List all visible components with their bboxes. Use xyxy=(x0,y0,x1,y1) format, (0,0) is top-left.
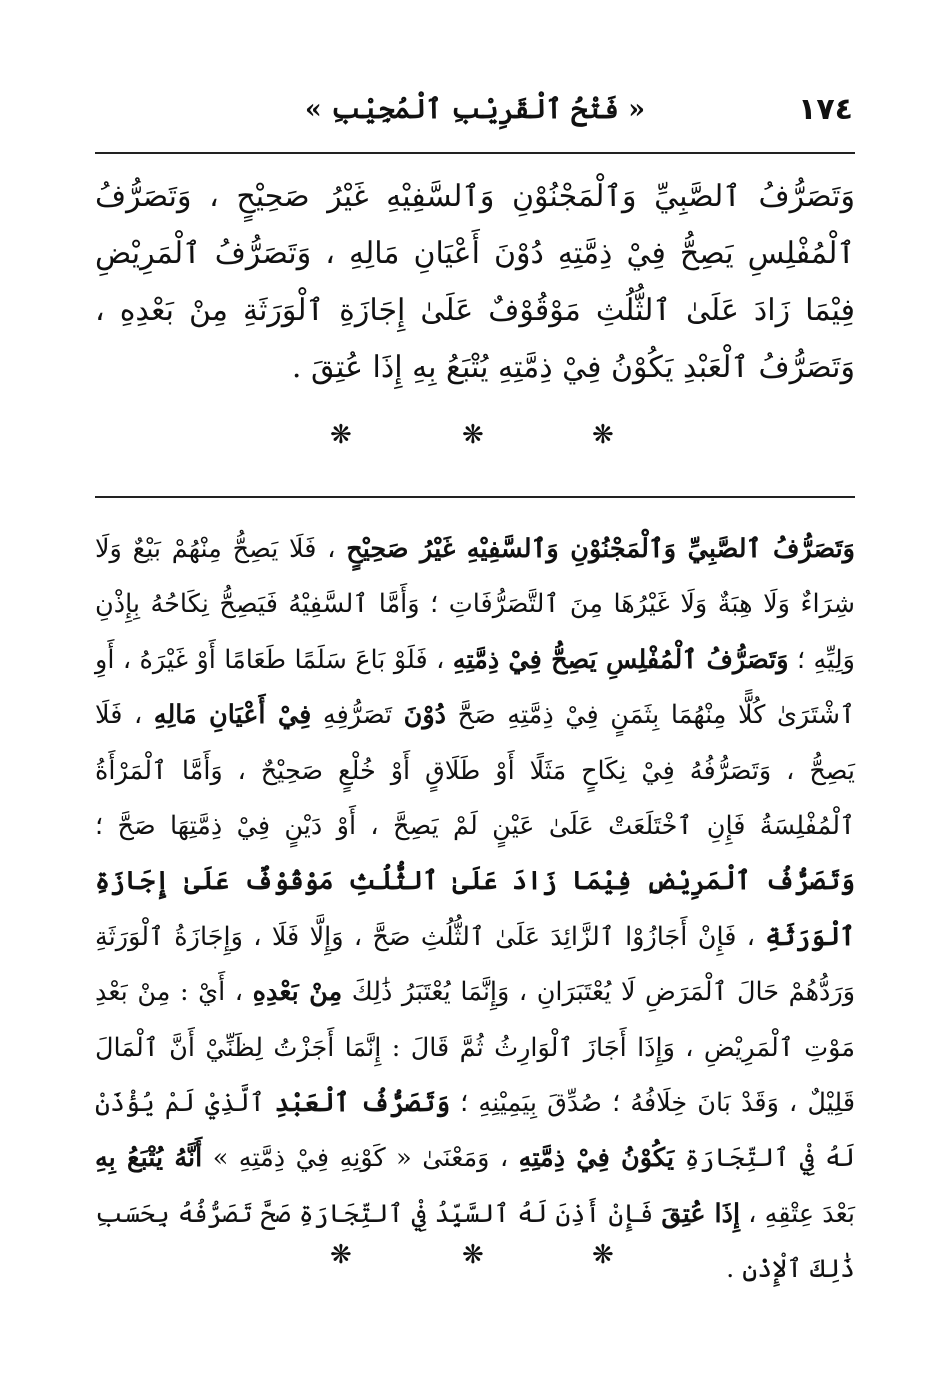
commentary-rule xyxy=(95,496,855,498)
separator-star-icon: ❋ xyxy=(462,1240,484,1270)
quoted-matn: وَتَصَرُّفُ ٱلْعَبْدِ xyxy=(274,1088,451,1119)
matn-text: وَتَصَرُّفُ ٱلصَّبِيِّ وَٱلْمَجْنُوْنِ وَٱلسَّفِيْهِ غَيْرُ صَحِيْحٍ ، وَتَصَرُّفُ ٱلْمُفْلِسِ يَصِحُّ فِيْ ذِمَّتِهِ دُوْنَ أَعْيَانِ مَالِهِ ، وَتَصَرُّفُ ٱلْمَرِيْضِ فِيْمَا زَادَ عَلَىٰ ٱلثُّلُثِ مَوْقُوْفٌ عَلَىٰ إِجَازَةِ ٱلْوَرَثَةِ مِنْ بَعْدِهِ ، وَتَصَرُّفُ ٱلْعَبْدِ يَكُوْنُ فِيْ ذِمَّتِهِ يُتْبَعُ بِهِ إِذَا عُتِقَ . xyxy=(95,179,855,385)
commentary-text: ، فَلَوْ بَاعَ سَلَمًا طَعَامًا أَوْ غَيْرَهُ ، أَوِ ٱشْتَرَىٰ كُلًّا مِنْهُمَا بِثَمَنٍ فِيْ ذِمَّتِهِ صَحَّ xyxy=(95,644,855,731)
section-separator xyxy=(0,420,950,456)
quoted-matn: أَنَّهُ يُتْبَعُ بِهِ xyxy=(95,1143,203,1174)
commentary-text: فَإِنْ أَذِنَ لَهُ ٱلسَّيِّدُ فِيْ ٱلتِّجَارَةِ صَحَّ تَصَرُّفُهُ بِحَسَبِ ذَٰلِكَ ٱلْإِذْنِ . xyxy=(95,1198,855,1285)
quoted-matn: دُوْنَ xyxy=(403,700,447,731)
section-separator xyxy=(0,1240,950,1276)
commentary-text: ٱلَّذِيْ لَمْ يُؤْذَنْ لَهُ فِيْ ٱلتِّجَارَةِ xyxy=(95,1088,855,1174)
commentary-text: ، وَمَعْنَىٰ « كَوْنِهِ فِيْ ذِمَّتِهِ » xyxy=(202,1143,519,1174)
quoted-matn: يَكُوْنُ فِيْ ذِمَّتِهِ xyxy=(518,1143,675,1174)
quoted-matn: مِنْ بَعْدِهِ xyxy=(252,977,343,1008)
separator-star-icon: ❋ xyxy=(462,420,484,450)
header-rule xyxy=(95,152,855,154)
commentary-text: بَعْدَ عِتْقِهِ ، xyxy=(740,1198,855,1229)
quoted-matn: إِذَا عُتِقَ xyxy=(661,1198,741,1229)
separator-star-icon: ❋ xyxy=(330,1240,352,1270)
separator-star-icon: ❋ xyxy=(330,420,352,450)
quoted-matn: وَتَصَرُّفُ ٱلْمُفْلِسِ يَصِحُّ فِيْ ذِمَّتِهِ xyxy=(452,644,789,675)
commentary-text: ، أَيْ : مِنْ بَعْدِ مَوْتِ ٱلْمَرِيْضِ ، وَإِذَا أَجَازَ ٱلْوَارِثُ ثُمَّ قَالَ : إِنَّمَا أَجَزْتُ لِظَنِّيْ أَنَّ ٱلْمَالَ قَلِيْلٌ ، وَقَدْ بَانَ خِلَافُهُ ؛ صُدِّقَ بِيَمِيْنِهِ ؛ xyxy=(95,977,856,1119)
separator-star-icon: ❋ xyxy=(592,420,614,450)
quoted-matn: وَتَصَرُّفُ ٱلصَّبِيِّ وَٱلْمَجْنُوْنِ وَٱلسَّفِيْهِ غَيْرُ صَحِيْحٍ xyxy=(346,534,856,564)
quoted-matn: وَتَصَرُّفُ ٱلْمَرِيْضِ فِيْمَا زَادَ عَلَىٰ ٱلثُّلُثِ مَوْقُوْفٌ عَلَىٰ إِجَازَةِ ٱلْوَرَثَةِ xyxy=(95,866,855,952)
page-number: ١٧٤ xyxy=(798,92,853,127)
sharh-commentary xyxy=(95,522,855,1298)
quoted-matn: فِيْ أَعْيَانِ مَالِهِ xyxy=(153,700,312,731)
running-title: « فَتْحُ ٱلْقَرِيْبِ ٱلْمُجِيْبِ » xyxy=(304,94,646,125)
separator-star-icon: ❋ xyxy=(592,1240,614,1270)
commentary-text: ، فَلَا يَصِحُّ ، وَتَصَرُّفُهُ فِيْ نِكَاحٍ مَثَلًا أَوْ طَلَاقٍ أَوْ خُلْعٍ صَحِيْحٌ ، وَأَمَّا ٱلْمَرْأَةُ ٱلْمُفْلِسَةُ فَإِنِ ٱخْتَلَعَتْ عَلَىٰ عَيْنٍ لَمْ يَصِحَّ ، أَوْ دَيْنٍ فِيْ ذِمَّتِهَا صَحَّ ؛ xyxy=(95,700,855,842)
commentary-text: ، فَإِنْ أَجَازُوْا ٱلزَّائِدَ عَلَىٰ ٱلثُّلُثِ صَحَّ ، وَإِلَّا فَلَا ، وَإِجَازَةُ ٱلْوَرَثَةِ وَرَدُّهُمْ حَالَ ٱلْمَرَضِ لَا يُعْتَبَرَانِ ، وَإِنَّمَا يُعْتَبَرُ ذَٰلِكَ xyxy=(95,921,856,1008)
commentary-text: ، فَلَا يَصِحُّ مِنْهُمْ بَيْعٌ وَلَا شِرَاءٌ وَلَا هِبَةٌ وَلَا غَيْرُهَا مِنَ ٱلتَّصَرُّفَاتِ ؛ وَأَمَّا ٱلسَّفِيْهُ فَيَصِحُّ نِكَاحُهُ بِإِذْنِ وَلِيِّهِ ؛ xyxy=(95,534,855,675)
page-header xyxy=(95,92,855,142)
commentary-text: تَصَرُّفِهِ xyxy=(311,700,404,731)
